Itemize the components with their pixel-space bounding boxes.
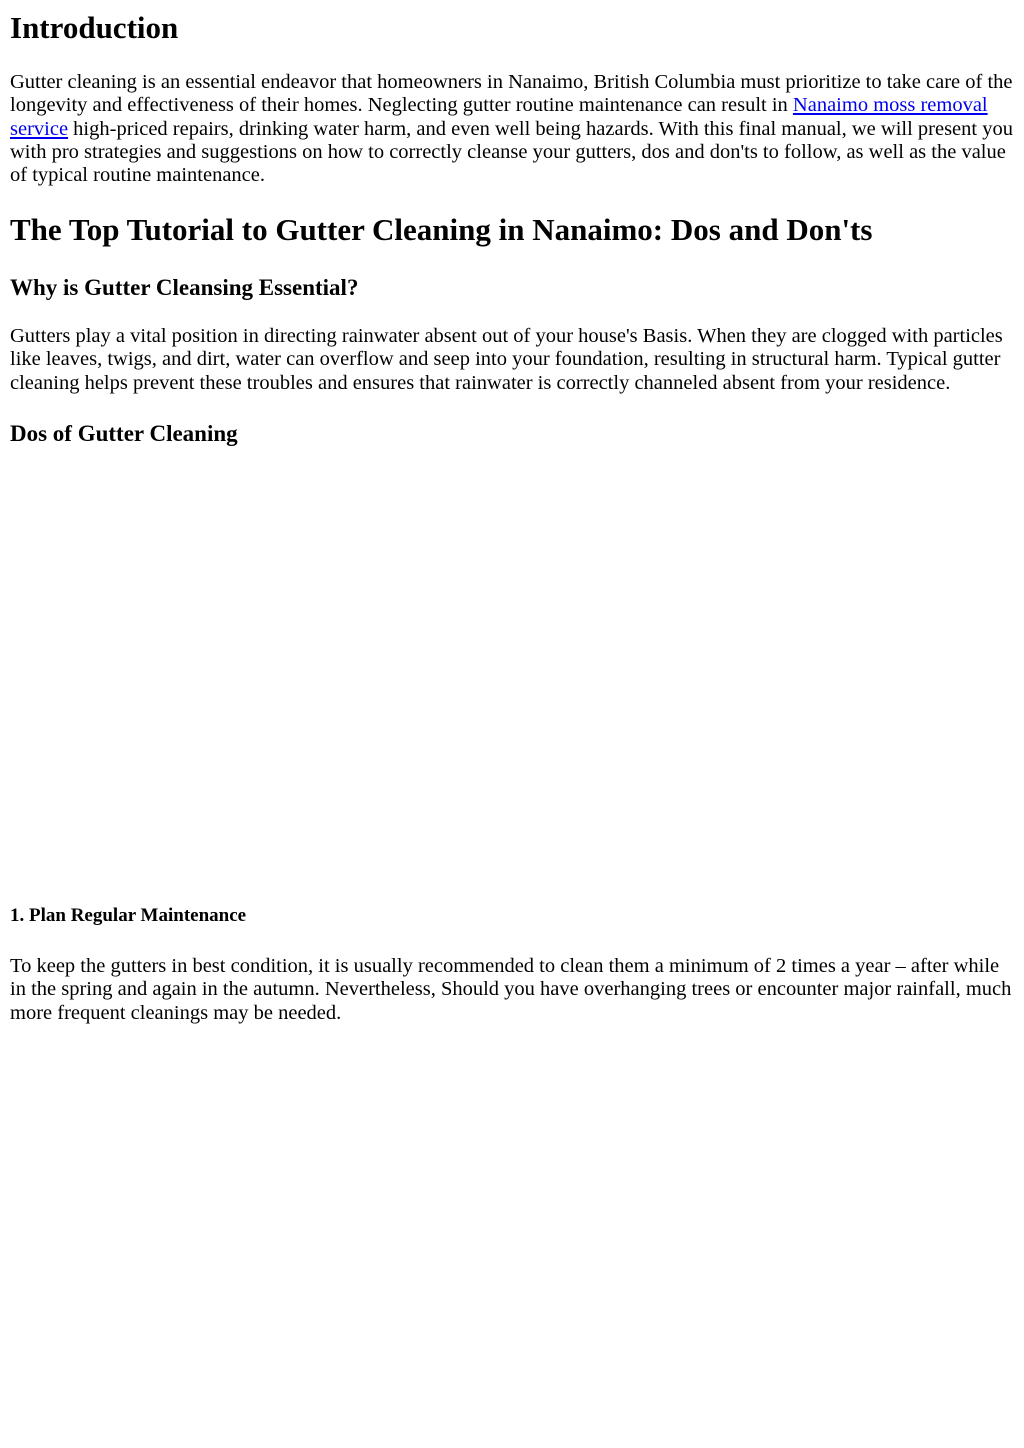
plan-maintenance-paragraph: To keep the gutters in best condition, it is usually recommended to clean them a minimum of 2 times a year – after while in the spring and again in the autumn. Nevertheless, Should you have overhanging trees or encounter major rainfall, much more frequent cleanings may be needed. [10, 955, 1012, 1024]
blank-image-area [10, 452, 1014, 892]
intro-text-after-link: high-priced repairs, drinking water harm, and even well being hazards. With this final manual, we will present you with pro strategies and suggestions on how to correctly cleanse your gutters, dos and don'ts to follow, as well as the value of typical routine maintenance. [10, 117, 1013, 187]
why-section-paragraph: Gutters play a vital position in directing rainwater absent out of your house's Basis. When they are clogged with particles like leaves, twigs, and dirt, water can overflow and seep into your foundation, resulting in structural harm. Typical gutter cleaning helps prevent these troubles and ensures that rainwater is correctly channeled absent from your residence. [10, 325, 1003, 394]
dos-section-heading: Dos of Gutter Cleaning [10, 421, 238, 446]
main-title: The Top Tutorial to Gutter Cleaning in Nanaimo: Dos and Don'ts [10, 212, 873, 247]
why-section-heading: Why is Gutter Cleansing Essential? [10, 275, 359, 300]
nanaimo-moss-removal-link[interactable]: Nanaimo moss removal service [10, 94, 988, 140]
plan-maintenance-heading: 1. Plan Regular Maintenance [10, 905, 247, 926]
intro-heading: Introduction [10, 10, 179, 45]
intro-paragraph [10, 71, 1014, 187]
intro-text-before-link: Gutter cleaning is an essential endeavor that homeowners in Nanaimo, British Columbia must prioritize to take care of the longevity and effectiveness of their homes. Neglecting gutter routine maintenance can result in [10, 71, 1013, 117]
